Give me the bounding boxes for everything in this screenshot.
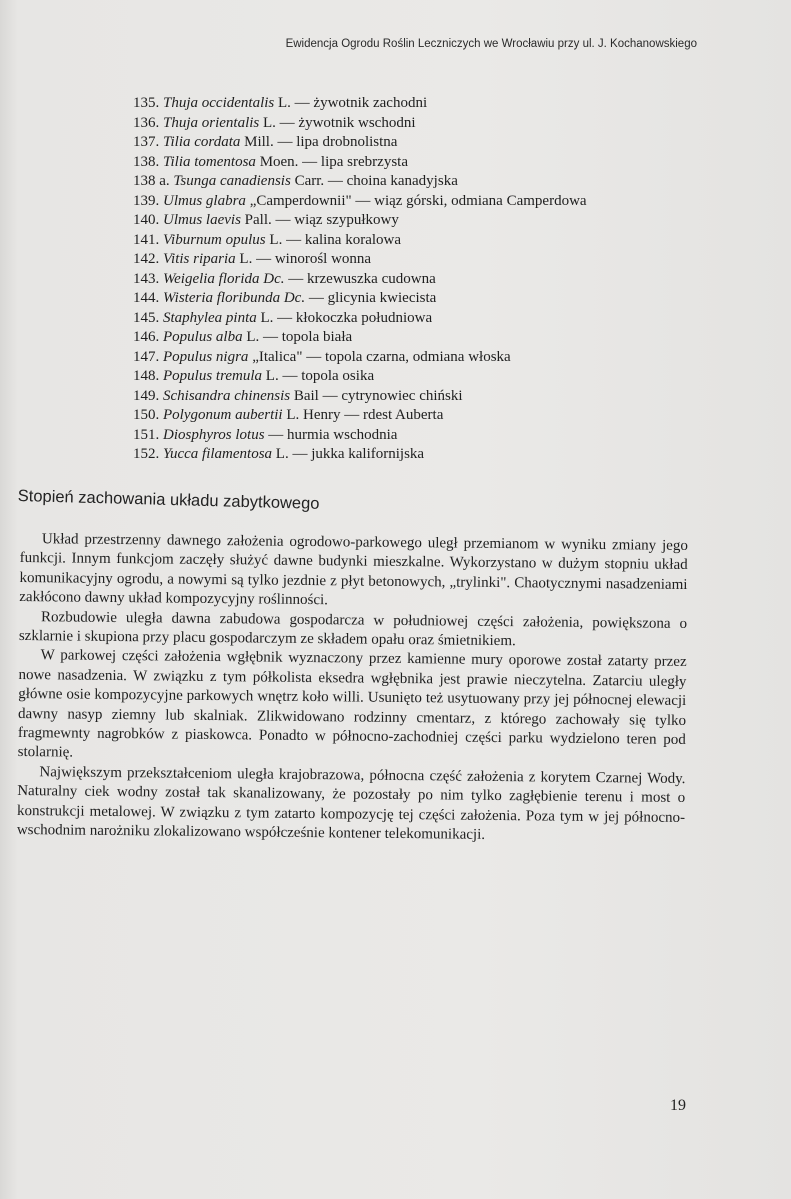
latin-name: Tilia tomentosa <box>163 153 256 170</box>
item-number: 152. <box>133 446 160 462</box>
common-name: — glicynia kwiecista <box>305 290 437 306</box>
common-name: L. — kłokoczka południowa <box>256 309 433 326</box>
list-item <box>133 387 733 407</box>
common-name: L. — topola osika <box>262 368 375 384</box>
item-number: 135. <box>133 95 160 111</box>
common-name: L. — żywotnik wschodni <box>259 114 416 131</box>
item-number: 146. <box>133 329 160 345</box>
page-number: 19 <box>670 1097 686 1114</box>
list-item <box>133 309 733 329</box>
latin-name: Staphylea pinta <box>163 309 257 326</box>
item-number: 140. <box>133 212 160 228</box>
list-item <box>133 328 733 348</box>
common-name: L. — żywotnik zachodni <box>274 95 428 111</box>
list-item <box>133 270 733 290</box>
list-item <box>133 133 733 153</box>
latin-name: Populus alba <box>163 329 243 345</box>
common-name: — hurmia wschodnia <box>264 426 398 443</box>
item-number: 138. <box>133 153 160 170</box>
paragraph: Największym przekształceniom uległa krajobrazowa, północna część założenia z korytem Czarnej Wody. Naturalny ciek wodny został tak skanalizowany, że pozostały po nim tylko zagłębienie terenu i most o konstrukcji metalowej. W związku z tym zatarto kompozycję tej części założenia. Poza tym w jej północno-wschodnim narożniku zlokalizowano współcześnie kontener telekomunikacji. <box>16 764 686 843</box>
latin-name: Wisteria floribunda Dc. <box>163 290 306 306</box>
item-number: 148. <box>133 368 160 384</box>
paragraph: Układ przestrzenny dawnego założenia ogrodowo-parkowego uległ przemianom w wyniku zmiany jego funkcji. Innym funkcjom zaczęły służyć dawne budynki mieszkalne. Wykorzystano w dużym stopniu układ komunikacyjny ogrodu, a nowymi są tylko jezdnie z płyt betonowych, „trylinki". Chaotycznymi nasadzeniami zakłócono dawny układ kompozycyjny roślinności. <box>19 531 688 609</box>
list-item <box>133 250 733 270</box>
common-name: L. — kalina koralowa <box>265 231 402 248</box>
item-number: 143. <box>133 270 160 287</box>
item-number: 150. <box>133 407 160 423</box>
common-name: „Camperdownii" — wiąz górski, odmiana Camperdowa <box>245 192 587 209</box>
list-item <box>133 426 733 446</box>
latin-name: Yucca filamentosa <box>163 446 273 462</box>
latin-name: Populus nigra <box>163 348 249 365</box>
list-item <box>133 211 733 231</box>
latin-name: Ulmus glabra <box>163 192 246 209</box>
item-number: 136. <box>133 114 160 131</box>
common-name: L. — jukka kalifornijska <box>272 446 425 462</box>
item-number: 149. <box>133 387 160 404</box>
common-name: Mill. — lipa drobnolistna <box>240 134 398 150</box>
list-item <box>133 348 733 368</box>
common-name: L. — topola biała <box>242 329 353 345</box>
latin-name: Diosphyros lotus <box>163 426 265 443</box>
common-name: Moen. — lipa srebrzysta <box>255 153 408 170</box>
common-name: „Italica" — topola czarna, odmiana włoska <box>248 348 511 365</box>
common-name: L. Henry — rdest Auberta <box>282 407 444 423</box>
common-name: Pall. — wiąz szypułkowy <box>240 212 399 228</box>
common-name: Bail — cytrynowiec chiński <box>290 387 463 404</box>
list-item <box>133 114 733 134</box>
list-item <box>133 94 733 114</box>
paragraph: W parkowej części założenia wgłębnik wyznaczony przez kamienne mury oporowe został zatarty przez nowe nasadzenia. W związku z tym półkolista eksedra wgłębnika jest prawie nieczytelna. Zatarciu uległy główne osie kompozycyjne parkowych wnętrz koło willi. Usunięto też usytuowany przy jej północnej elewacji dawny nasyp ziemny lub skalniak. Zlikwidowano rodzinny cmentarz, z którego zachowały się tylko fragmewnty nagrobków z piaskowca. Ponadto w północno-zachodniej części parku wydzielono teren pod stolarnię. <box>17 647 687 762</box>
list-item <box>133 367 733 387</box>
latin-name: Polygonum aubertii <box>163 407 283 423</box>
latin-name: Ulmus laevis <box>163 212 241 228</box>
list-item <box>133 172 733 192</box>
common-name: — krzewuszka cudowna <box>284 270 436 287</box>
item-number: 138 a. <box>133 173 170 189</box>
latin-name: Schisandra chinensis <box>163 387 291 404</box>
running-header: Ewidencja Ogrodu Roślin Leczniczych we Wrocławiu przy ul. J. Kochanowskiego <box>285 38 697 50</box>
paragraph: Rozbudowie uległa dawna zabudowa gospodarcza w południowej części założenia, powiększona o szklarnie i skupiona przy placu gospodarczym ze składem opału oraz śmietnikiem. <box>18 608 688 650</box>
item-number: 137. <box>133 134 160 150</box>
latin-name: Tsunga canadiensis <box>173 173 291 189</box>
list-item <box>133 406 733 426</box>
latin-name: Vitis riparia <box>163 251 236 267</box>
common-name: Carr. — choina kanadyjska <box>290 173 458 189</box>
item-number: 147. <box>133 348 160 365</box>
latin-name: Tilia cordata <box>163 134 241 150</box>
latin-name: Thuja orientalis <box>163 114 260 131</box>
list-item <box>133 231 733 251</box>
latin-name: Viburnum opulus <box>163 231 266 248</box>
section-body <box>17 530 688 847</box>
item-number: 151. <box>133 426 160 443</box>
list-item <box>133 153 733 173</box>
section-heading: Stopień zachowania układu zabytkowego <box>17 487 320 513</box>
common-name: L. — winorośl wonna <box>235 251 372 267</box>
item-number: 141. <box>133 231 160 248</box>
list-item <box>133 445 733 465</box>
latin-name: Weigelia florida Dc. <box>163 270 285 287</box>
latin-name: Populus tremula <box>163 368 263 384</box>
latin-name: Thuja occidentalis <box>163 95 275 111</box>
list-item <box>133 192 733 212</box>
item-number: 144. <box>133 290 160 306</box>
item-number: 145. <box>133 309 160 326</box>
item-number: 142. <box>133 251 160 267</box>
plant-list <box>133 94 733 465</box>
list-item <box>133 289 733 309</box>
item-number: 139. <box>133 192 160 209</box>
